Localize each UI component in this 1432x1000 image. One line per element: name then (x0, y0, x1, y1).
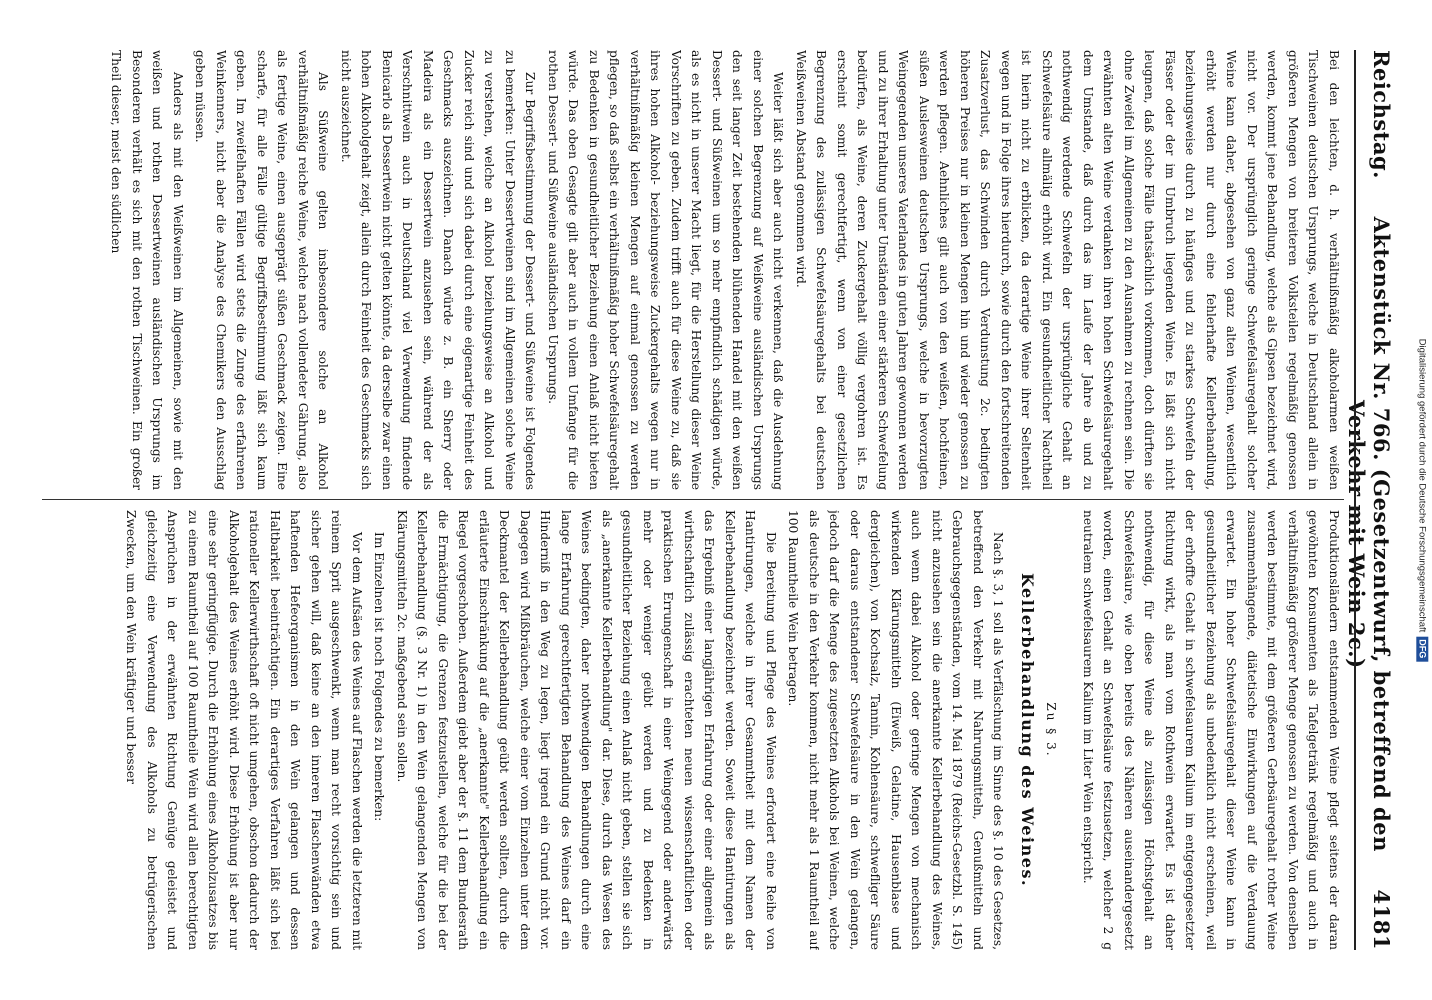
scanned-page (22, 20, 1402, 980)
right-paragraph: Die Bereitung und Pflege des Weines erfordert eine Reihe von Hantirungen, welche in ihrer Gesammtheit mit dem Namen der Kellerbehandlung bezeichnet werden. Soweit diese Hantirungen als das Ergebniß einer langjährigen Erfahrung oder einer allgemein als wirthschaftlich zulässig erachteten neuen wissenschaftlichen oder praktischen Errungenschaft in einer Weingegend oder anderwärts mehr oder weniger geübt werden und zu Bedenken in gesundheitlicher Beziehung einen Anlaß nicht geben, stellen sie sich als „anerkannte Kellerbehandlung" dar. Diese, durch das Wesen des Weines bedingten, daher nothwendigen Behandlungen durch eine lange Erfahrung gerechtfertigten Behandlung des Weines darf ein Hinderniß in den Weg zu legen, liegt irgend ein Grund nicht vor. Dagegen wird Mißbräuchen, welche einer vom Einzelnen unter dem Deckmantel der Kellerbehandlung geübt werden sollten, durch die erläuterte Einschränkung auf die „anerkannte" Kellerbehandlung ein Riegel vorgeschoben. Außerdem giebt aber der §. 11 dem Bundesrath die Ermächtigung, die Grenzen festzustellen, welche für die bei der Kellerbehandlung (§. 3 Nr. 1) in den Wein gelangenden Mengen von Klärungsmitteln 2c. maßgebend sein sollen. (395, 510, 778, 950)
dfg-logo: DFG (1416, 636, 1428, 661)
header-rule (1354, 50, 1356, 950)
credit-text: Digitalisierung gefördert durch die Deutsche Forschungsgemeinschaft (1416, 338, 1428, 633)
running-head-left: Reichstag. (1369, 50, 1394, 179)
section-number: Zu § 3. (1044, 702, 1059, 758)
left-paragraph: Bei den leichten, d. h. verhältnißmäßig alkoholarmen weißen Tischweinen deutschen Ursprungs, welche in Deutschland allein in größeren Mengen von breiteren Volksteilen regelmäßig genossen werden, kommt jene Behandlung, welche als Gipsen bezeichnet wird, nicht vor. Der ursprünglich geringe Schwefelsäuregehalt solcher Weine kann daher, abgesehen von ganz alten Weinen, wesentlich erhöht werden nur durch eine fehlerhafte Kellerbehandlung, beziehungsweise durch zu häufiges und zu starkes Schwefeln der Fässer oder der im Umbruch liegenden Weine. Es läßt sich nicht leugnen, daß solche Fälle thatsächlich vorkommen, doch dürften sie ohne Zweifel im Allgemeinen zu den Ausnahmen zu rechnen sein. Die erwähnten alten Weine verdanken ihren hohen Schwefelsäuregehalt dem Umstande, daß durch das im Laufe der Jahre ab und zu nothwendig werdende Schwefeln der ursprüngliche Gehalt an Schwefelsäure allmälig erhöht wird. Ein gesundheitlicher Nachtheil ist hierin nicht zu erblicken, da derartige Weine ihrer Seltenheit wegen und in Folge ihres hierdurch, sowie durch den fortschreitenden Zusatzverlust, das Schwinden durch Verdunstung 2c. bedingten höheren Preises nur in kleinen Mengen hin und wieder genossen zu werden pflegen. Aehnliches gilt auch von den weißen, hochfeinen, süßen Auslesweinen deutschen Ursprungs, welche in bevorzugten Weingegenden unseres Vaterlandes in guten Jahren gewonnen werden und zu ihrer Erhaltung unter Umständen einer stärkeren Schwefelung bedürfen, als Weine, deren Zuckergehalt völlig vergohren ist. Es erscheint somit gerechtfertigt, wenn von einer gesetzlichen Begrenzung des zulässigen Schwefelsäuregehalts bei deutschen Weißweinen Abstand genommen wird. (794, 50, 1341, 490)
column-divider (42, 499, 1344, 500)
left-paragraph: Als Süßweine gelten insbesondere solche an Alkohol verhältnißmäßig reiche Weine, welche nach vollendeter Gährung, also als fertige Weine, einen ausgeprägt süßen Geschmack zeigen. Eine scharfe, für alle Fälle gültige Begriffsbestimmung läßt sich kaum geben. Im zweifelhaften Fällen wird stets die Zunge des erfahrenen Weinkenners, nicht aber die Analyse des Chemikers den Ausschlag geben müssen. (193, 50, 331, 490)
left-paragraph: Weiter läßt sich aber auch nicht verkennen, daß die Ausdehnung einer solchen Begrenzung auf Weißweine ausländischen Ursprungs den seit langer Zeit bestehenden blühenden Handel mit den weißen Dessert- und Süßweinen um so mehr empfindlich schädigen würde, als es nicht in unserer Macht liegt, für die Herstellung dieser Weine Vorschriften zu geben. Zudem trifft auch für diese Weine zu, daß sie ihres hohen Alkohol- beziehungsweise Zuckergehalts wegen nur in verhältnißmäßig kleinen Mengen auf einmal genossen zu werden pflegen, so daß selbst ein verhältnißmäßig hoher Schwefelsäuregehalt zu Bedenken in gesundheitlicher Beziehung einen Anlaß nicht bieten würde. Das oben Gesagte gilt aber auch in vollem Umfange für die rothen Dessert- und Süßweine ausländischen Ursprungs. (546, 50, 786, 490)
right-paragraph: Vor dem Aufsäen des Weines auf Flaschen werden die letzteren mit reinem Sprit ausgeschwenkt, wenn man recht vorsichtig sein und sicher gehen will, daß keine an den inneren Flaschenwänden etwa haftenden Hefeorganismen in den Wein gelangen und dessen Haltbarkeit beeinträchtigen. Ein derartiges Verfahren läßt sich bei rationeller Kellerwirthschaft oft nicht umgehen, obschon dadurch der Alkoholgehalt des Weines erhöht wird. Diese Erhöhung ist aber nur eine sehr geringfügige. Durch die Erhöhung eines Alkoholzusatzes bis zu einem Raumtheil auf 100 Raumtheile Wein wird allen berechtigten Ansprüchen in der erwähnten Richtung Genüge geleistet und gleichzeitig eine Verwendung des Alkohols zu betrügerischen Zwecken, um den Wein kräftiger und besser (124, 510, 364, 950)
digitization-credit (1414, 0, 1430, 1000)
right-paragraph: Produktionsländern entstammenden Weine pflegt seitens der daran gewöhnten Konsumenten als Tafelgetränk regelmäßig und auch in verhältnißmäßig größerer Menge genossen zu werden. Von denselben werden bestimmte, mit dem größeren Gerbsäuregehalt rother Weine zusammenhängende, diätetische Einwirkungen auf die Verdauung erwartet. Ein hoher Schwefelsäuregehalt dieser Weine kann in gesundheitlicher Beziehung als unbedenklich nicht erscheinen, weil der erhoffte Gehalt in schwefelsaurem Kalium im entgegengesetzter Richtung wirkt, als man vom Rothwein erwartet. Es ist daher nothwendig, für diese Weine als zulässigen Höchstgehalt an Schwefelsäure, wie oben bereits des Näheren auseinandergesetzt worden, einen Gehalt an Schwefelsäure festzusetzen, welcher 2 g neutralem schwefelsaurem Kalium im Liter Wein entspricht. (1081, 510, 1341, 950)
running-head-title: Aktenstück Nr. 766. (Gesetzentwurf, betreffend den Verkehr mit Wein 2c.) (1344, 216, 1394, 852)
right-column (32, 510, 1344, 950)
left-paragraph: Anders als mit den Weißweinen im Allgemeinen, sowie mit den weißen und rothen Dessertweinen ausländischen Ursprungs im Besonderen verhält es sich mit den rothen Tischweinen. Ein großer Theil dieser, meist den südlichen (109, 50, 185, 490)
left-paragraph: Zur Begriffsbestimmung der Dessert- und Süßweine ist Folgendes zu bemerken: Unter Dessertweinen sind im Allgemeinen solche Weine zu verstehen, welche an Alkohol beziehungsweise an Alkohol und Zucker reich sind und sich dabei durch eine eigenartige Feinheit des Geschmacks auszeichnen. Danach würde z. B. ein Sherry oder Madeira als ein Dessertwein anzusehen sein, während der als Verschnittwein auch in Deutschland viel Verwendung findende Benicarlo als Dessertwein nicht gelten könnte, da derselbe zwar einen hohen Alkoholgehalt zeigt, allein durch Feinheit des Geschmacks sich nicht auszeichnet. (339, 50, 538, 490)
left-column (32, 50, 1344, 490)
right-paragraph: Im Einzelnen ist noch Folgendes zu bemerken: (372, 532, 387, 822)
section-title: Kellerbehandlung des Weines. (1018, 572, 1037, 888)
running-head (1344, 50, 1394, 950)
right-paragraph: Nach §. 3, 1 soll als Verfälschung im Sinne des §. 10 des Gesetzes, betreffend den Verkehr mit Nahrungsmitteln, Genußmitteln und Gebrauchsgegenständen, vom 14. Mai 1879 (Reichs-Gesetzbl. S. 145) nicht anzusehen sein die anerkannte Kellerbehandlung des Weines, auch wenn dabei Alkohol oder geringe Mengen von mechanisch wirkenden Klärungsmitteln (Eiweiß, Gelatine, Hausenblase und dergleichen), von Kochsalz, Tannin, Kohlensäure, schwefliger Säure oder daraus entstandener Schwefelsäure in den Wein gelangen, jedoch darf die Menge des zugesetzten Alkohols bei Weinen, welche als deutsche in den Verkehr kommen, nicht mehr als 1 Raumtheil auf 100 Raumtheile Wein betragen. (786, 510, 1006, 950)
page-number: 4181 (1369, 889, 1394, 950)
